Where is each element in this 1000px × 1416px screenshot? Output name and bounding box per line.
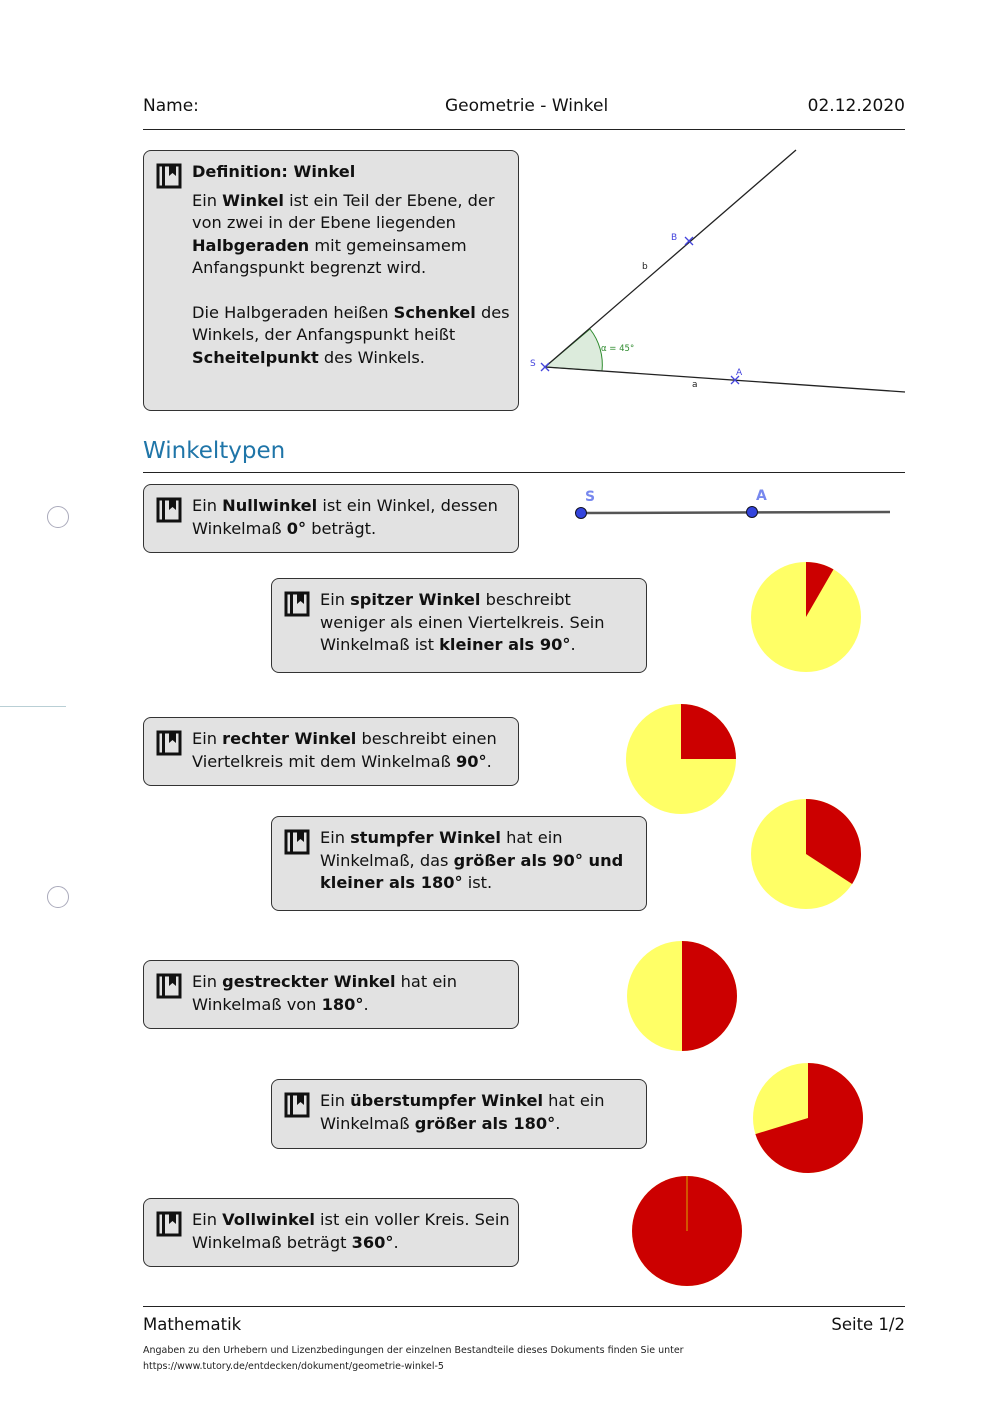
- angle-type-box: [271, 578, 647, 673]
- book-icon: [156, 973, 182, 999]
- book-icon: [284, 591, 310, 617]
- definition-box: [143, 150, 519, 411]
- angle-pie: [625, 939, 739, 1053]
- date: 02.12.2020: [807, 96, 905, 116]
- point-s: [576, 508, 587, 519]
- angle-type-box: [143, 484, 519, 553]
- angle-type-text: Ein Vollwinkel ist ein voller Kreis. Sein Winkelmaß beträgt 360°.: [192, 1210, 510, 1252]
- angle-pie: [749, 560, 863, 674]
- zero-point-a-label: A: [756, 488, 767, 504]
- angle-type-text: Ein stumpfer Winkel hat ein Winkelmaß, das größer als 90° und kleiner als 180° ist.: [320, 828, 624, 892]
- zero-angle-diagram: [570, 484, 895, 524]
- definition-title: Definition: Winkel: [192, 162, 356, 181]
- angle-type-text: Ein Nullwinkel ist ein Winkel, dessen Winkelmaß 0° beträgt.: [192, 496, 498, 538]
- footer-note: Angaben zu den Urhebern und Lizenzbedingungen der einzelnen Bestandteile dieses Dokuments finden Sie unter: [143, 1345, 684, 1356]
- definition-paragraph-1: Ein Winkel ist ein Teil der Ebene, der von zwei in der Ebene liegenden Halbgeraden mit gemeinsamem Anfangspunkt begrenzt wird.: [192, 190, 495, 277]
- punch-hole-bottom: [47, 886, 69, 908]
- angle-diagram: [525, 140, 910, 405]
- fold-mark: [0, 706, 66, 707]
- name-label: Name:: [143, 96, 199, 116]
- pie-angle-sector: [681, 704, 736, 759]
- pie-angle-sector: [682, 941, 737, 1051]
- book-icon: [156, 1211, 182, 1237]
- ray-a: [545, 367, 905, 392]
- angle-pie: [751, 1061, 865, 1175]
- footer-page: Seite 1/2: [831, 1315, 905, 1334]
- zero-point-s-label: S: [585, 489, 596, 505]
- angle-pie: [749, 797, 863, 911]
- angle-type-text: Ein rechter Winkel beschreibt einen Viertelkreis mit dem Winkelmaß 90°.: [192, 729, 497, 771]
- section-rule: [143, 472, 905, 473]
- definition-text: [192, 161, 510, 369]
- angle-type-box: [143, 1198, 519, 1267]
- angle-type-box: [143, 717, 519, 786]
- footer-subject: Mathematik: [143, 1315, 242, 1334]
- angle-type-text: Ein überstumpfer Winkel hat ein Winkelmaß größer als 180°.: [320, 1091, 605, 1133]
- footer-url[interactable]: https://www.tutory.de/entdecken/dokument/geometrie-winkel-5: [143, 1361, 444, 1372]
- point-a: [747, 507, 758, 518]
- angle-type-text: Ein gestreckter Winkel hat ein Winkelmaß von 180°.: [192, 972, 458, 1014]
- ray-b-label: b: [642, 262, 648, 272]
- book-icon: [156, 163, 182, 189]
- punch-hole-top: [47, 506, 69, 528]
- book-icon: [284, 1092, 310, 1118]
- footer-rule: [143, 1306, 905, 1307]
- book-icon: [284, 829, 310, 855]
- angle-pie: [624, 702, 738, 816]
- header-rule: [143, 129, 905, 130]
- point-b-label: B: [671, 233, 678, 243]
- ray-a-label: a: [692, 380, 698, 390]
- ray-b: [545, 150, 796, 367]
- book-icon: [156, 730, 182, 756]
- angle-label: α = 45°: [601, 344, 635, 354]
- point-s-label: S: [530, 359, 536, 369]
- book-icon: [156, 497, 182, 523]
- angle-type-box: [271, 1079, 647, 1149]
- angle-type-text: Ein spitzer Winkel beschreibt weniger als einen Viertelkreis. Sein Winkelmaß ist kleiner als 90°.: [320, 590, 605, 654]
- definition-paragraph-2: Die Halbgeraden heißen Schenkel des Winkels, der Anfangspunkt heißt Scheitelpunkt des Winkels.: [192, 302, 510, 367]
- angle-type-box: [143, 960, 519, 1029]
- angle-pie: [630, 1174, 744, 1288]
- angle-type-box: [271, 816, 647, 911]
- point-a-label: A: [736, 368, 743, 378]
- section-title: Winkeltypen: [143, 438, 286, 464]
- page-title: Geometrie - Winkel: [445, 96, 609, 116]
